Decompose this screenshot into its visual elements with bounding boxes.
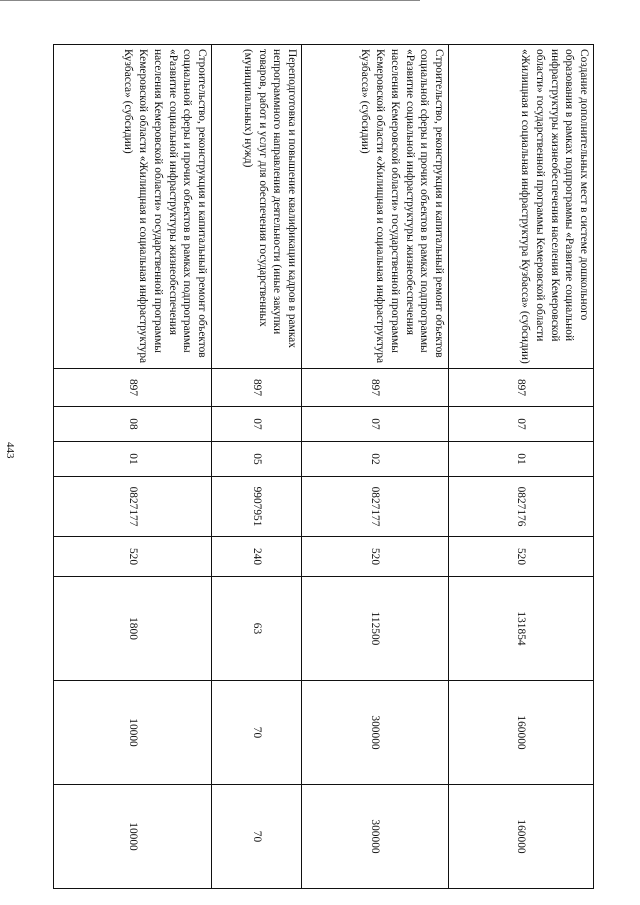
subsection-code: 01 [54, 442, 212, 477]
grbs-code: 897 [212, 369, 302, 407]
section-code: 08 [54, 407, 212, 442]
expense-type-code: 520 [54, 537, 212, 577]
amount-1: 1800 [54, 577, 212, 681]
amount-3: 10000 [54, 785, 212, 889]
row-name: Создание дополнительных мест в системе дошкольного образования в рамках подпрограммы «Развитие социальной инфраструктуры жизнеобеспечения населения Кемеровской области» государственной программы Кемеровской области «Жилищная и социальная инфраструктура Кузбасса» (субсидии) [449, 45, 594, 369]
subsection-code: 01 [449, 442, 594, 477]
row-name: Строительство, реконструкция и капитальный ремонт объектов социальной сферы и прочих объектов в рамках подпрограммы «Развитие социальной инфраструктуры жизнеобеспечения населения Кемеровской области» государственной программы Кемеровской области «Жилищная и социальная инфраструктура Кузбасса» (субсидии) [54, 45, 212, 369]
amount-1: 131854 [449, 577, 594, 681]
page-number: 443 [4, 442, 16, 459]
top-rule [0, 0, 420, 1]
amount-1: 112500 [302, 577, 449, 681]
section-code: 07 [302, 407, 449, 442]
table-row [54, 45, 212, 889]
table-row [212, 45, 302, 889]
amount-3: 300000 [302, 785, 449, 889]
target-article-code: 0827177 [302, 477, 449, 537]
expense-type-code: 520 [302, 537, 449, 577]
amount-3: 160000 [449, 785, 594, 889]
table-row [449, 45, 594, 889]
row-name: Строительство, реконструкция и капитальный ремонт объектов социальной сферы и прочих объектов в рамках подпрограммы «Развитие социальной инфраструктуры жизнеобеспечения населения Кемеровской области» государственной программы Кемеровской области «Жилищная и социальная инфраструктура Кузбасса» (субсидии) [302, 45, 449, 369]
budget-table [53, 44, 594, 889]
subsection-code: 02 [302, 442, 449, 477]
amount-1: 63 [212, 577, 302, 681]
row-name: Переподготовка и повышение квалификации кадров в рамках непрограммного направления деятельности (иные закупки товаров, работ и услуг для обеспечения государственных (муниципальных) нужд) [212, 45, 302, 369]
expense-type-code: 520 [449, 537, 594, 577]
section-code: 07 [449, 407, 594, 442]
budget-table-rotated [54, 44, 594, 888]
expense-type-code: 240 [212, 537, 302, 577]
target-article-code: 0827176 [449, 477, 594, 537]
target-article-code: 0827177 [54, 477, 212, 537]
table-row [302, 45, 449, 889]
grbs-code: 897 [449, 369, 594, 407]
amount-2: 300000 [302, 681, 449, 785]
amount-3: 70 [212, 785, 302, 889]
section-code: 07 [212, 407, 302, 442]
amount-2: 160000 [449, 681, 594, 785]
amount-2: 10000 [54, 681, 212, 785]
subsection-code: 05 [212, 442, 302, 477]
amount-2: 70 [212, 681, 302, 785]
grbs-code: 897 [54, 369, 212, 407]
grbs-code: 897 [302, 369, 449, 407]
target-article-code: 9907951 [212, 477, 302, 537]
